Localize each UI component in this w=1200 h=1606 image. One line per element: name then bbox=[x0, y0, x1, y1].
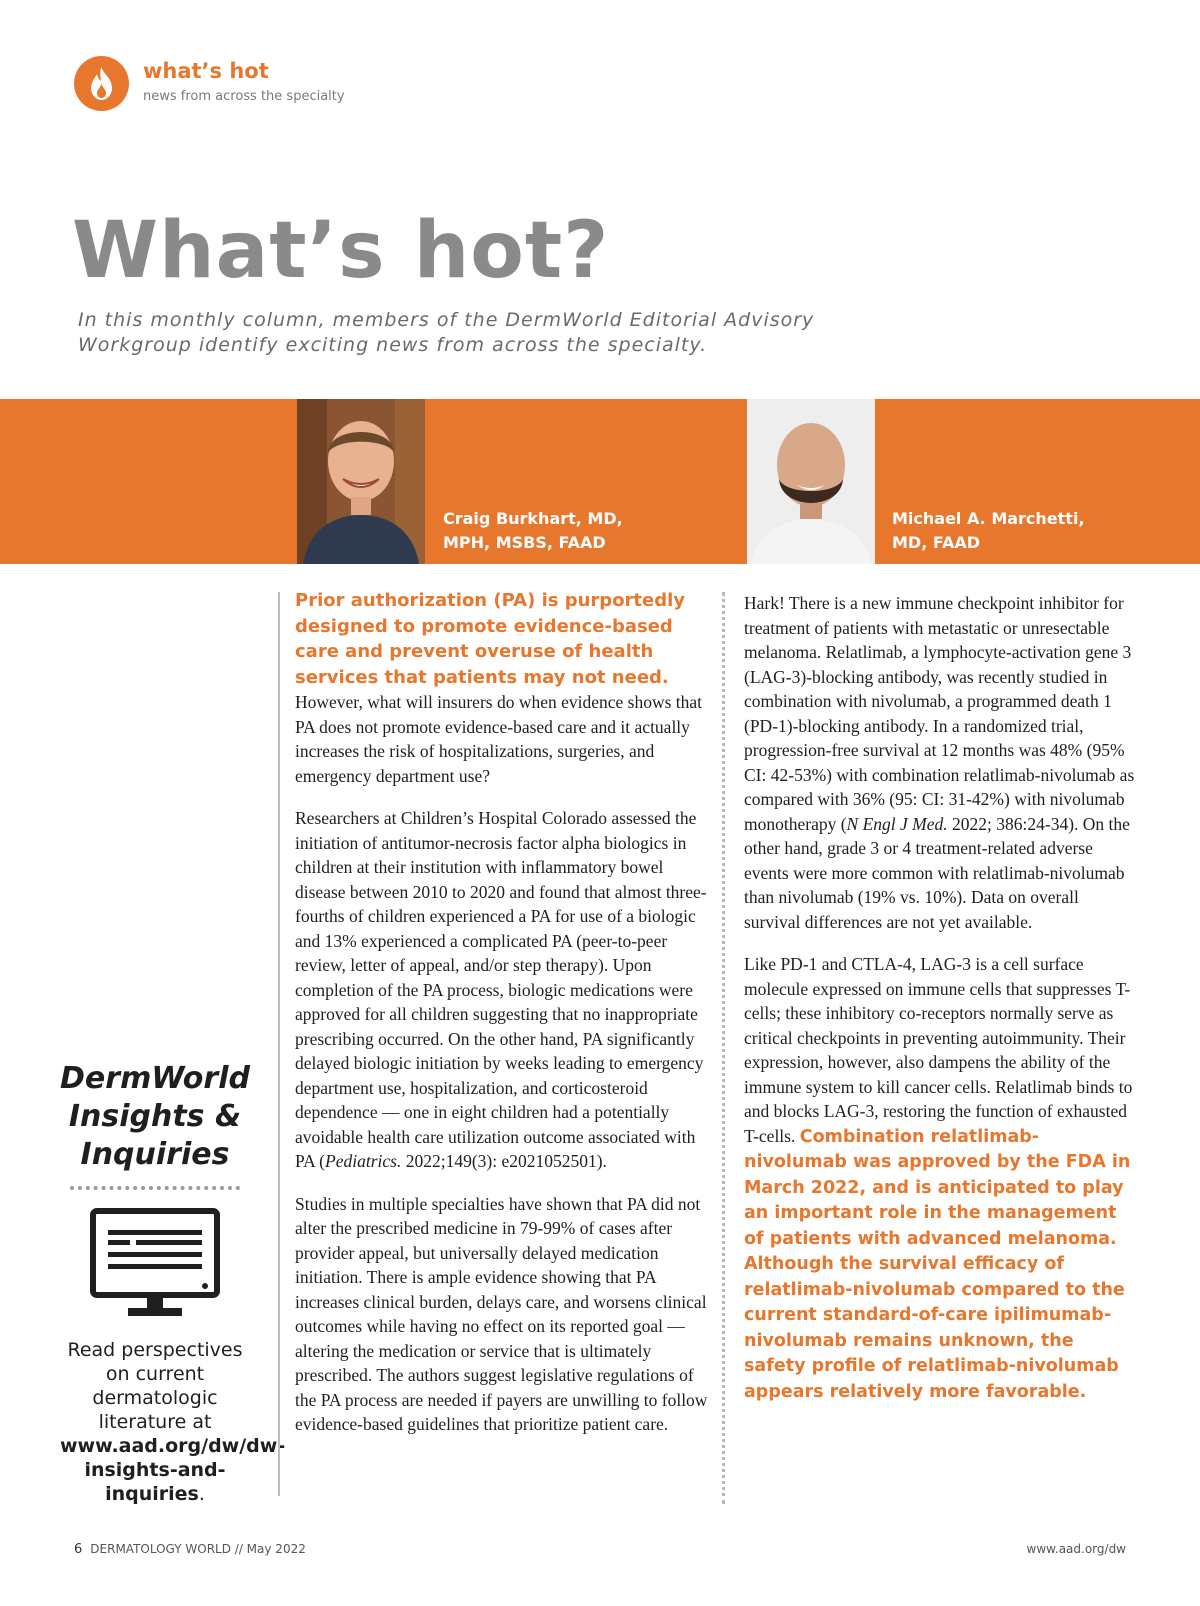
footer-publication bbox=[74, 1542, 306, 1557]
paragraph: Studies in multiple specialties have shown that PA did not alter the prescribed medicine in 79-99% of cases after provider appeal, but universally delayed medication initiation. There is ample evidence showing that PA increases clinical burden, delays care, and worsens clinical outcomes while having no effect on its reported goal — altering the medication or service that is ultimately prescribed. The authors suggest legislative regulations of the PA process are needed if payers are unwilling to follow evidence-based guidelines that prioritize patient care. bbox=[295, 1193, 708, 1434]
paragraph-text: However, what will insurers do when evidence shows that PA does not promote evidence-based care and it actually increases the risk of hospitalizations, surgeries, and emergency department use? bbox=[295, 692, 703, 786]
sidebar-text-end: . bbox=[198, 1483, 205, 1505]
monitor-icon bbox=[90, 1208, 220, 1320]
highlight-lead: Prior authorization (PA) is purportedly designed to promote evidence-based care and prevent overuse of health services that patients may not need. bbox=[295, 590, 686, 688]
highlight-conclusion: Combination relatlimab-nivolumab was approved by the FDA in March 2022, and is anticipated to play an important role in the management of patients with advanced melanoma. Although the survival efficacy of relatlimab-nivolumab compared to the current standard-of-care ipilimumab-nivolumab remains unknown, the safety profile of relatlimab-nivolumab appears relatively more favorable. bbox=[744, 1126, 1131, 1402]
paragraph bbox=[744, 952, 1139, 1404]
citation-journal: Pediatrics. bbox=[325, 1151, 402, 1171]
column-rule bbox=[278, 592, 280, 1496]
sidebar-title-line: Insights & bbox=[68, 1099, 242, 1134]
column-divider-dotted bbox=[722, 592, 725, 1504]
sidebar-title-line: DermWorld bbox=[60, 1061, 250, 1096]
article-column-prior-authorization bbox=[295, 588, 710, 1455]
flame-icon bbox=[74, 56, 129, 111]
sidebar-text-body: Read perspectives on current dermatologic literature at bbox=[67, 1339, 243, 1433]
author-name-line: Craig Burkhart, MD, bbox=[443, 509, 623, 528]
citation-journal: N Engl J Med. bbox=[846, 813, 948, 834]
footer-url-link[interactable]: www.aad.org/dw bbox=[1026, 1542, 1126, 1556]
publication-issue: DERMATOLOGY WORLD // May 2022 bbox=[90, 1542, 306, 1556]
author-credentials-line: MD, FAAD bbox=[892, 533, 980, 552]
paragraph-text: Like PD-1 and CTLA-4, LAG-3 is a cell surface molecule expressed on immune cells that suppresses T-cells; these inhibitory co-receptors normally serve as critical checkpoints in preventing autoimmunity. Their expression, however, also dampens the ability of the immune system to kill cancer cells. Relatlimab binds to and blocks LAG-3, restoring the function of exhausted T-cells. bbox=[744, 954, 1133, 1146]
paragraph bbox=[295, 588, 710, 788]
paragraph bbox=[295, 806, 710, 1174]
author-name-michael-marchetti bbox=[892, 507, 1182, 555]
insights-url-link[interactable]: www.aad.org/dw/dw-insights-and-inquiries bbox=[60, 1435, 286, 1505]
insights-sidebar bbox=[60, 1060, 286, 1506]
sidebar-divider bbox=[70, 1186, 240, 1190]
author-name-craig-burkhart bbox=[443, 507, 713, 555]
sidebar-title bbox=[60, 1060, 250, 1174]
sidebar-title-line: Inquiries bbox=[80, 1137, 230, 1172]
sidebar-text bbox=[60, 1338, 286, 1506]
section-subtitle: news from across the specialty bbox=[143, 89, 345, 104]
paragraph-text: Researchers at Children’s Hospital Colorado assessed the initiation of antitumor-necrosis factor alpha biologics in children at their institution with inflammatory bowel disease between 2010 to 2020 and found that almost three-fourths of children experienced a PA for use of a biologic and 13% experienced a complicated PA (peer-to-peer review, letter of appeal, and/or step therapy). Upon completion of the PA process, biologic medications were approved for all children suggesting that no inappropriate prescribing occurred. On the other hand, PA significantly delayed biologic initiation by weeks leading to emergency department use, hospitalization, and corticosteroid dependence — one in eight children had a potentially avoidable health care utilization outcome associated with PA ( bbox=[295, 808, 707, 1171]
author-banner bbox=[0, 399, 1200, 564]
intro-text: In this monthly column, members of the DermWorld Editorial Advisory Workgroup identify exciting news from across the specialty. bbox=[78, 309, 815, 356]
paragraph-text: Hark! There is a new immune checkpoint inhibitor for treatment of patients with metastatic or unresectable melanoma. Relatlimab, a lymphocyte-activation gene 3 (LAG-3)-blocking antibody, was recently studied in combination with nivolumab, a programmed death 1 (PD-1)-blocking antibody. In a randomized trial, progression-free survival at 12 months was 48% (95% CI: 42-53%) with combination relatlimab-nivolumab as compared with 36% (95: CI: 31-42%) with nivolumab monotherapy ( bbox=[744, 593, 1135, 834]
citation-detail: 2022;149(3): e2021052501). bbox=[401, 1151, 607, 1171]
section-label: what’s hot bbox=[143, 59, 269, 83]
author-name-line: Michael A. Marchetti, bbox=[892, 509, 1085, 528]
author-credentials-line: MPH, MSBS, FAAD bbox=[443, 533, 606, 552]
paragraph bbox=[744, 591, 1139, 934]
page-title: What’s hot? bbox=[72, 206, 610, 296]
author-photo-michael-marchetti bbox=[747, 399, 875, 564]
page-number: 6 bbox=[74, 1542, 83, 1557]
author-photo-craig-burkhart bbox=[297, 399, 425, 564]
article-column-relatlimab bbox=[744, 591, 1139, 1422]
citation-detail: 2022; 386:24-34). On the other hand, grade 3 or 4 treatment-related adverse events were more common with relatlimab-nivolumab than nivolumab (19% vs. 10%). Data on overall survival differences are not yet available. bbox=[744, 813, 1130, 932]
